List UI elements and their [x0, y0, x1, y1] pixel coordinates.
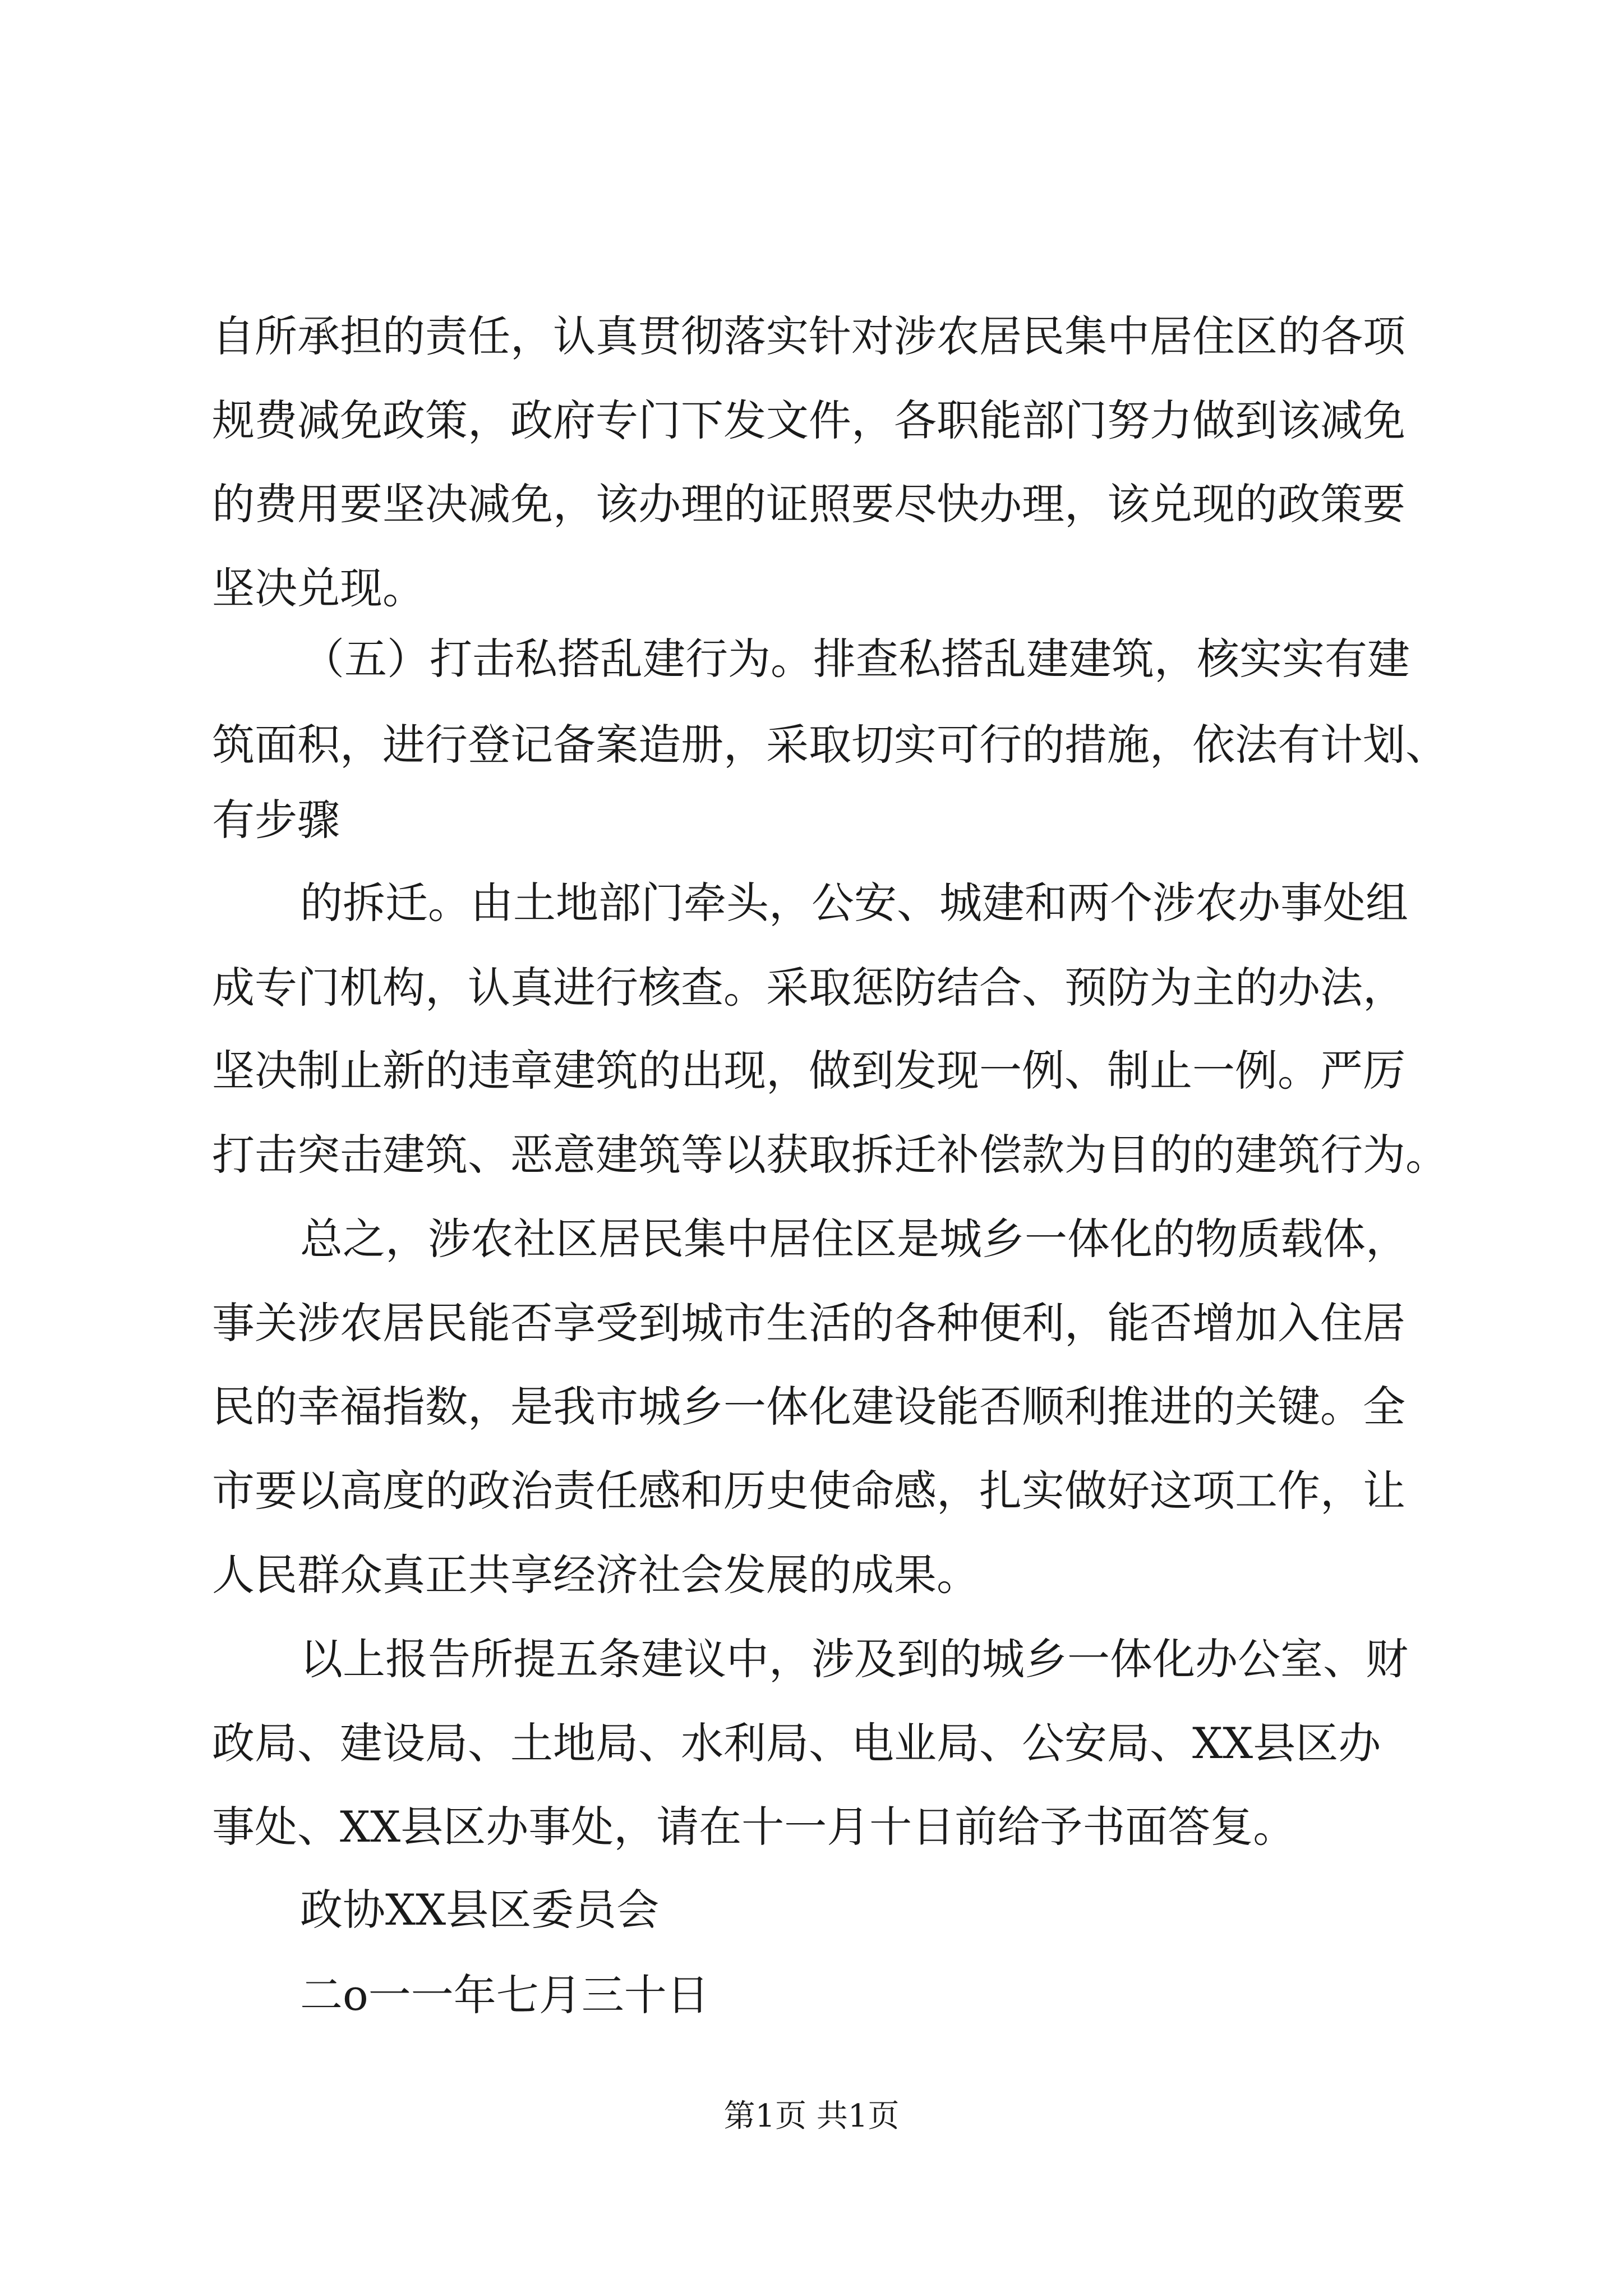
- paragraph-start-line: 总之，涉农社区居民集中居住区是城乡一体化的物质载体，: [300, 1214, 1408, 1264]
- body-text-line: 有步骤: [212, 795, 340, 845]
- body-text-line: 事关涉农居民能否享受到城市生活的各种便利，能否增加入住居: [212, 1298, 1405, 1348]
- signature-date-line: 二o一一年七月三十日: [300, 1970, 709, 2020]
- paragraph-start-line: 以上报告所提五条建议中，涉及到的城乡一体化办公室、财: [300, 1634, 1408, 1684]
- body-text-line: 坚决兑现。: [212, 563, 425, 613]
- body-text-line: 坚决制止新的违章建筑的出现，做到发现一例、制止一例。严厉: [212, 1046, 1405, 1096]
- body-text-line: 人民群众真正共享经济社会发展的成果。: [212, 1550, 979, 1600]
- body-text-line: 成专门机构，认真进行核查。采取惩防结合、预防为主的办法，: [212, 963, 1405, 1013]
- body-text-line: 政局、建设局、土地局、水利局、电业局、公安局、XX县区办: [212, 1718, 1381, 1768]
- body-text-line: 打击突击建筑、恶意建筑等以获取拆迁补偿款为目的的建筑行为。: [212, 1130, 1448, 1180]
- body-text-line: 事处、XX县区办事处，请在十一月十日前给予书面答复。: [212, 1802, 1296, 1852]
- page-footer: 第1页 共1页: [723, 2098, 900, 2134]
- body-text-line: 的费用要坚决减免，该办理的证照要尽快办理，该兑现的政策要: [212, 479, 1405, 529]
- body-text-line: 的拆迁。由土地部门牵头，公安、城建和两个涉农办事处组: [300, 878, 1408, 928]
- body-text-line: 筑面积，进行登记备案造册，采取切实可行的措施，依法有计划、: [212, 720, 1448, 770]
- body-text-line: 市要以高度的政治责任感和历史使命感，扎实做好这项工作，让: [212, 1466, 1405, 1516]
- body-text-line: 民的幸福指数，是我市城乡一体化建设能否顺利推进的关键。全: [212, 1382, 1405, 1432]
- body-text-line: 规费减免政策，政府专门下发文件，各职能部门努力做到该减免: [212, 395, 1405, 445]
- body-text-line: 自所承担的责任，认真贯彻落实针对涉农居民集中居住区的各项: [212, 311, 1405, 361]
- signature-org-line: 政协XX县区委员会: [300, 1885, 660, 1935]
- section-heading-line: （五）打击私搭乱建行为。排查私搭乱建建筑，核实实有建: [302, 634, 1410, 684]
